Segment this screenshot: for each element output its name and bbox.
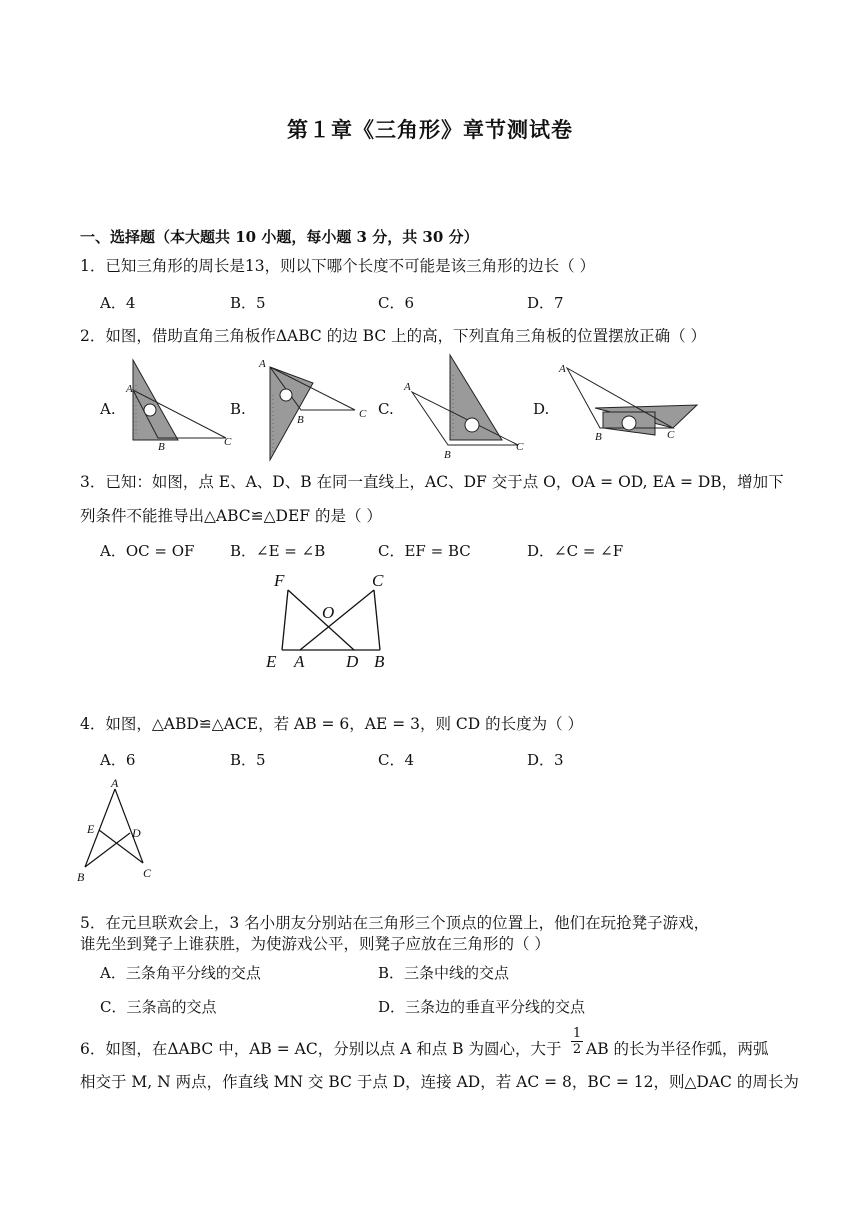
fig4-label-d: D bbox=[132, 826, 141, 840]
fig-d-label-a: A bbox=[559, 363, 566, 375]
fig-c-label-b: B bbox=[444, 449, 451, 461]
question-3-figure bbox=[262, 570, 402, 675]
page-title: 第１章《三角形》章节测试卷 bbox=[287, 117, 573, 142]
fraction-numerator: 1 bbox=[572, 1026, 582, 1041]
fig-a-label-c: C bbox=[224, 436, 232, 448]
fig3-label-o: O bbox=[322, 603, 335, 622]
question-1-option-d: D．7 bbox=[527, 294, 564, 312]
fig4-label-e: E bbox=[87, 822, 95, 836]
question-4-figure bbox=[75, 775, 165, 885]
fig-d-label-b: B bbox=[595, 431, 602, 443]
question-3-option-a: A．OC = OF bbox=[100, 542, 195, 560]
question-4-stem: 4．如图，△ABD≌△ACE，若 AB = 6，AE = 3，则 CD 的长度为（ ） bbox=[80, 715, 584, 733]
question-4-option-a: A．6 bbox=[100, 751, 136, 769]
fig-a-label-a: A bbox=[126, 383, 133, 395]
question-5-stem-line2: 谁先坐到凳子上谁获胜，为使游戏公平，则凳子应放在三角形的（ ） bbox=[80, 935, 550, 953]
question-2-figure-b bbox=[255, 355, 375, 465]
fig3-label-a: A bbox=[294, 652, 305, 671]
question-5-stem-line1: 5．在元旦联欢会上，3 名小朋友分别站在三角形三个顶点的位置上，他们在玩抢凳子游戏， bbox=[80, 914, 710, 932]
question-1-option-c: C．6 bbox=[378, 294, 415, 312]
fig4-label-b: B bbox=[77, 870, 85, 884]
question-2-option-b: B. bbox=[230, 400, 246, 418]
fig-b-label-a: A bbox=[259, 358, 266, 370]
question-5-option-a: A．三条角平分线的交点 bbox=[100, 964, 261, 982]
fig-b-label-b: B bbox=[297, 414, 304, 426]
fig3-label-b: B bbox=[374, 652, 385, 671]
fig3-label-f: F bbox=[274, 571, 285, 590]
question-5-option-d: D．三条边的垂直平分线的交点 bbox=[378, 998, 586, 1016]
fig-a-label-b: B bbox=[158, 441, 165, 453]
question-4-option-d: D．3 bbox=[527, 751, 564, 769]
question-4-option-c: C．4 bbox=[378, 751, 415, 769]
question-2-figure-a bbox=[118, 355, 238, 453]
question-3-stem-line2: 列条件不能推导出△ABC≌△DEF 的是（ ） bbox=[80, 507, 382, 525]
question-1-stem: 1．已知三角形的周长是13，则以下哪个长度不可能是该三角形的边长（ ） bbox=[80, 257, 596, 275]
question-3-option-d: D．∠C = ∠F bbox=[527, 542, 624, 560]
question-1-option-a: A．4 bbox=[100, 294, 136, 312]
question-6-fraction bbox=[571, 1026, 583, 1057]
question-3-stem-line1: 3．已知：如图，点 E、A、D、B 在同一直线上，AC、DF 交于点 O，OA = OD, EA = DB，增加下 bbox=[80, 473, 784, 491]
question-2-figure-d bbox=[555, 360, 705, 443]
question-2-option-d: D. bbox=[533, 400, 550, 418]
question-6-stem-line1-a: 6．如图，在ΔABC 中，AB = AC，分别以点 A 和点 B 为圆心，大于 bbox=[80, 1040, 562, 1058]
question-2-stem: 2．如图，借助直角三角板作ΔABC 的边 BC 上的高，下列直角三角板的位置摆放正确（ ） bbox=[80, 327, 707, 345]
question-3-option-b: B．∠E = ∠B bbox=[230, 542, 326, 560]
question-6-stem-line1-b: AB 的长为半径作弧，两弧 bbox=[586, 1040, 769, 1058]
fig3-label-e: E bbox=[266, 652, 277, 671]
question-2-option-c: C. bbox=[378, 400, 394, 418]
fig3-label-c: C bbox=[372, 571, 384, 590]
question-6-stem-line2: 相交于 M, N 两点，作直线 MN 交 BC 于点 D，连接 AD，若 AC = 8，BC = 12，则△DAC 的周长为 bbox=[80, 1073, 799, 1091]
question-4-option-b: B．5 bbox=[230, 751, 266, 769]
fig-b-label-c: C bbox=[359, 408, 367, 420]
question-5-option-c: C．三条高的交点 bbox=[100, 998, 217, 1016]
fig-c-label-c: C bbox=[516, 441, 524, 453]
question-5-option-b: B．三条中线的交点 bbox=[378, 964, 510, 982]
section-heading: 一、选择题（本大题共 10 小题，每小题 3 分，共 30 分） bbox=[80, 228, 479, 246]
fraction-denominator: 2 bbox=[572, 1042, 582, 1057]
fig3-label-d: D bbox=[346, 652, 359, 671]
question-2-figure-c bbox=[400, 350, 530, 460]
fig-c-label-a: A bbox=[404, 381, 411, 393]
question-3-option-c: C．EF = BC bbox=[378, 542, 471, 560]
question-1-option-b: B．5 bbox=[230, 294, 266, 312]
fig4-label-c: C bbox=[143, 866, 152, 880]
fig4-label-a: A bbox=[111, 776, 119, 790]
fig-d-label-c: C bbox=[667, 429, 675, 441]
question-2-option-a: A. bbox=[100, 400, 116, 418]
